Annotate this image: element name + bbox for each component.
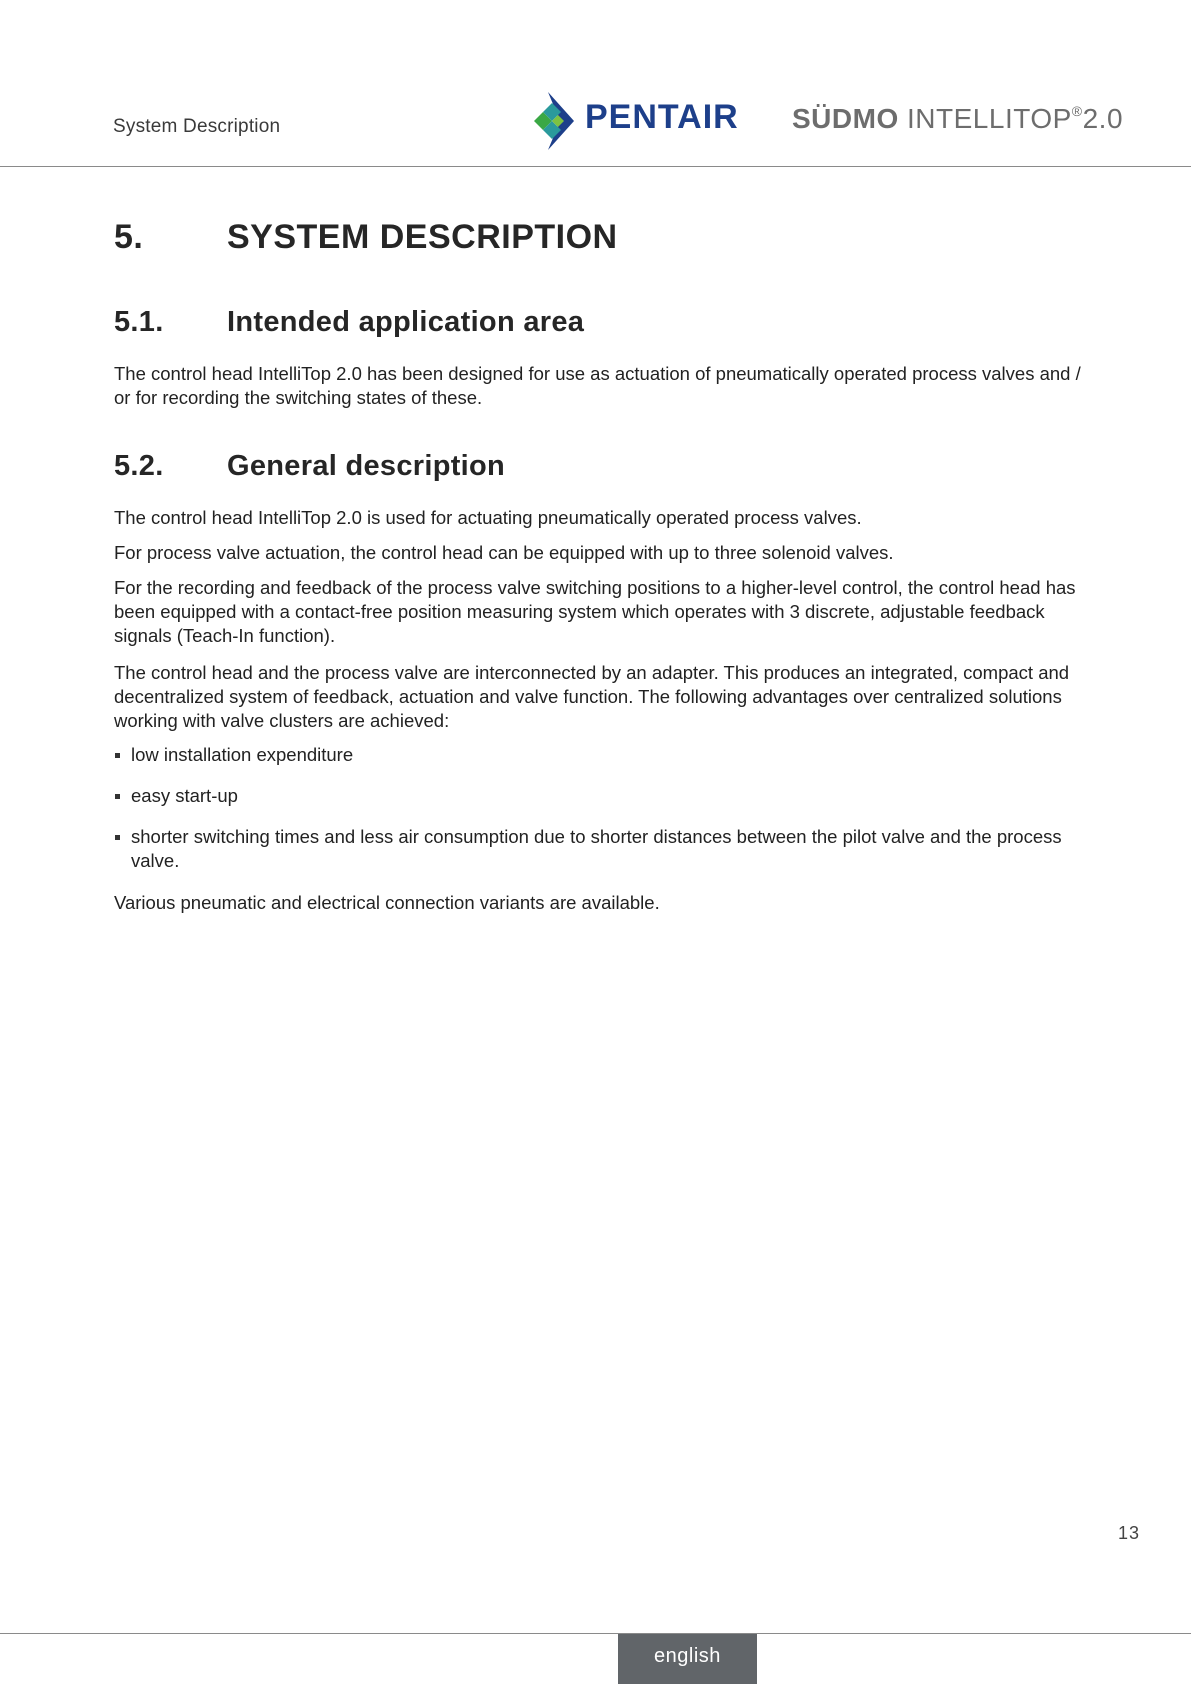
paragraph: The control head and the process valve are interconnected by an adapter. This produces an integrated, compact and decentralized system of feedback, actuation and valve function. The following advantages over centralized solutions working with valve clusters are achieved: — [114, 662, 1070, 731]
paragraph: For the recording and feedback of the process valve switching positions to a higher-level control, the control head has been equipped with a contact-free position measuring system which operates with 3 discrete, adjustable feedback signals (Teach-In function). — [114, 577, 1076, 646]
paragraph: The control head IntelliTop 2.0 has been designed for use as actuation of pneumatically operated process valves and / or for recording the switching states of these. — [114, 363, 1081, 408]
paragraph: Various pneumatic and electrical connection variants are available. — [114, 892, 660, 913]
bullet-icon — [115, 794, 120, 799]
paragraph: For process valve actuation, the control head can be equipped with up to three solenoid valves. — [114, 542, 894, 563]
list-item — [114, 825, 1084, 873]
list-item — [114, 784, 1084, 808]
section-title: Intended application area — [227, 306, 585, 338]
product-name — [792, 103, 1123, 135]
pentair-logo-icon — [534, 92, 574, 150]
registered-mark: ® — [1071, 103, 1083, 119]
section-title: General description — [227, 450, 506, 482]
pentair-logo-text: PENTAIR — [585, 98, 739, 136]
list-item-text: shorter switching times and less air consumption due to shorter distances between the pilot valve and the process valve. — [131, 826, 1062, 871]
list-item-text: easy start-up — [131, 785, 238, 806]
paragraph: The control head IntelliTop 2.0 is used for actuating pneumatically operated process valves. — [114, 507, 862, 528]
bullet-icon — [115, 753, 120, 758]
product-brand: SÜDMO — [792, 103, 899, 134]
chapter-number: 5. — [114, 218, 144, 256]
section-number: 5.2. — [114, 450, 164, 482]
section-heading-5-1 — [114, 306, 584, 339]
language-tab: english — [618, 1634, 757, 1684]
section-heading-5-2 — [114, 450, 505, 483]
header-divider — [0, 166, 1191, 167]
header-section-label: System Description — [113, 116, 281, 137]
product-title: INTELLITOP — [907, 103, 1072, 134]
product-version: 2.0 — [1082, 103, 1124, 134]
footer-divider — [0, 1633, 1191, 1634]
bullet-icon — [115, 835, 120, 840]
section-number: 5.1. — [114, 306, 164, 338]
list-item — [114, 743, 1084, 767]
list-item-text: low installation expenditure — [131, 744, 354, 765]
chapter-title: SYSTEM DESCRIPTION — [227, 218, 618, 256]
chapter-heading — [114, 218, 618, 257]
page-number: 13 — [1118, 1523, 1141, 1543]
